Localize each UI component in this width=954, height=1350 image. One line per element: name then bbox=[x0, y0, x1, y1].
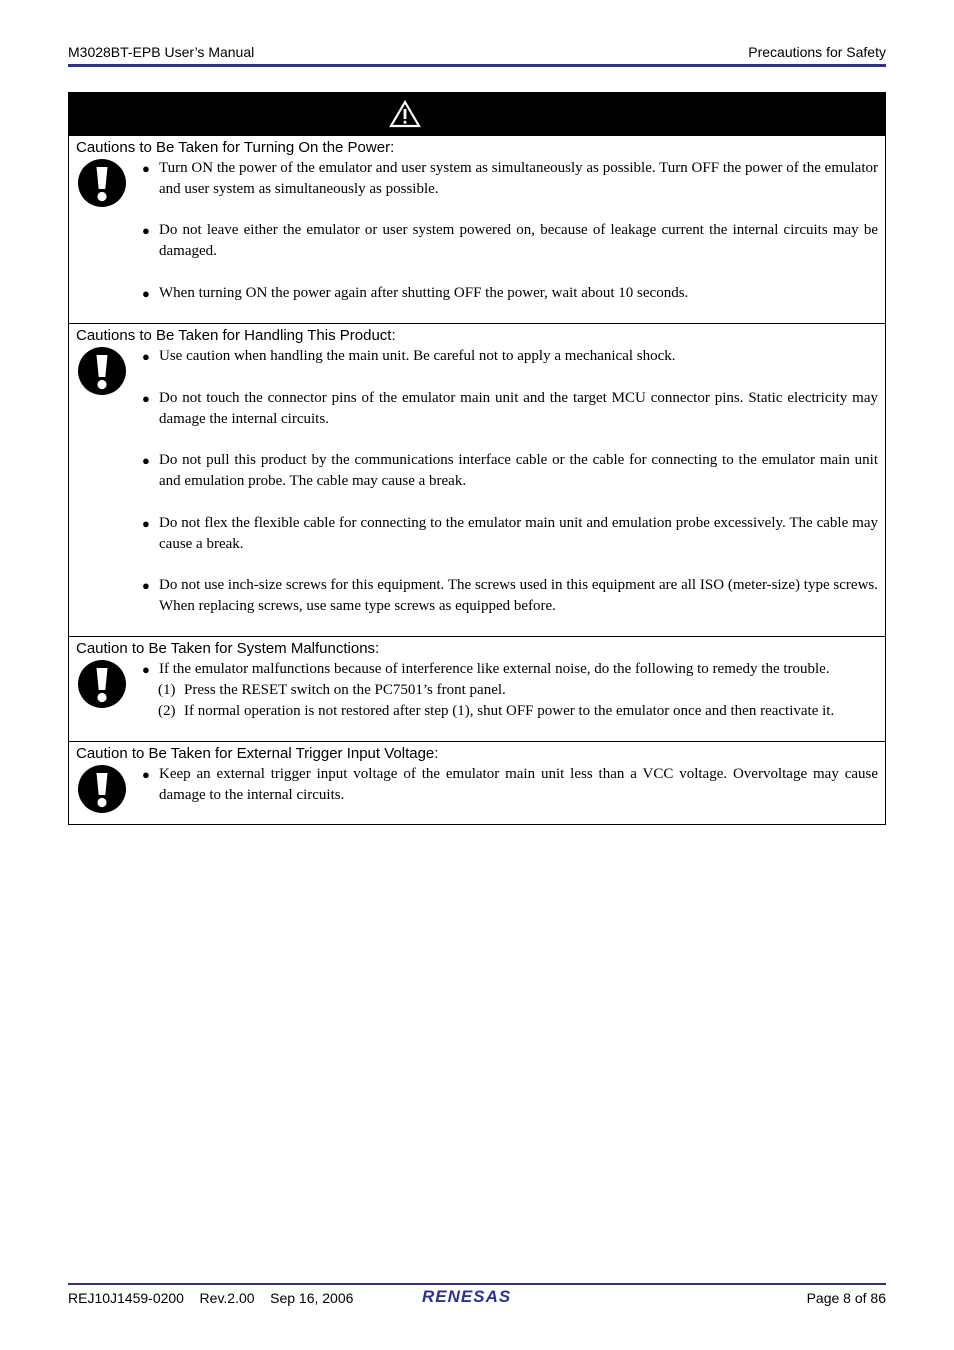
step-item: (2) If normal operation is not restored after step (1), shut OFF power to the emulator once and then reactivate it. bbox=[158, 703, 835, 719]
list-item: ● Do not use inch-size screws for this equipment. The screws used in this equipment are all ISO (meter-size) type screws. When replacing screws, use same type screws as equipped before. bbox=[142, 577, 878, 614]
renesas-logo: RENESAS bbox=[422, 1287, 512, 1306]
list-item: ● Turn ON the power of the emulator and user system as simultaneously as possible. Turn OFF the power of the emulator and user system as simultaneously as possible. bbox=[142, 160, 878, 197]
section-title: Caution to Be Taken for System Malfunctions: bbox=[76, 640, 380, 657]
header-manual-title: M3028BT-EPB User’s Manual bbox=[68, 44, 255, 60]
header-section-title: Precautions for Safety bbox=[748, 44, 886, 60]
page-number: Page 8 of 86 bbox=[806, 1290, 886, 1306]
list-item: ● Do not flex the flexible cable for connecting to the emulator main unit and emulation probe excessively. The cable may cause a break. bbox=[142, 515, 878, 552]
section-title: Cautions to Be Taken for Handling This Product: bbox=[76, 327, 396, 344]
header-rule bbox=[68, 64, 886, 67]
section-title: Cautions to Be Taken for Turning On the Power: bbox=[76, 139, 395, 156]
page-footer bbox=[68, 1287, 886, 1310]
list-item: ● When turning ON the power again after shutting OFF the power, wait about 10 seconds. bbox=[142, 285, 689, 301]
section-title: Caution to Be Taken for External Trigger Input Voltage: bbox=[76, 745, 439, 762]
section-trigger-voltage bbox=[69, 741, 885, 824]
doc-number: REJ10J1459-0200 bbox=[68, 1290, 184, 1306]
list-item: ● Do not touch the connector pins of the emulator main unit and the target MCU connector pins. Static electricity may damage the internal circuits. bbox=[142, 390, 878, 427]
mandatory-exclamation-icon bbox=[77, 659, 127, 709]
revision: Rev.2.00 bbox=[199, 1290, 255, 1306]
list-item: ● If the emulator malfunctions because of interference like external noise, do the following to remedy the trouble. bbox=[142, 661, 830, 677]
list-item: ● Use caution when handling the main unit. Be careful not to apply a mechanical shock. bbox=[142, 348, 676, 364]
warning-triangle-icon bbox=[389, 99, 421, 129]
mandatory-exclamation-icon bbox=[77, 158, 127, 208]
mandatory-exclamation-icon bbox=[77, 346, 127, 396]
footer-rule bbox=[68, 1283, 886, 1285]
list-item: ● Keep an external trigger input voltage of the emulator main unit less than a VCC voltage. Overvoltage may cause damage to the internal circuits. bbox=[142, 766, 878, 803]
section-malfunctions bbox=[69, 636, 885, 741]
section-handling bbox=[69, 323, 885, 636]
mandatory-exclamation-icon bbox=[77, 764, 127, 814]
caution-box bbox=[68, 92, 886, 825]
section-power bbox=[69, 135, 885, 323]
step-item: (1) Press the RESET switch on the PC7501’s front panel. bbox=[158, 682, 506, 698]
caution-banner bbox=[69, 93, 885, 135]
doc-date: Sep 16, 2006 bbox=[270, 1290, 354, 1306]
page-header bbox=[68, 44, 886, 64]
list-item: ● Do not pull this product by the communications interface cable or the cable for connecting to the emulator main unit and emulation probe. The cable may cause a break. bbox=[142, 452, 878, 489]
list-item: ● Do not leave either the emulator or user system powered on, because of leakage current the internal circuits may be damaged. bbox=[142, 222, 878, 259]
